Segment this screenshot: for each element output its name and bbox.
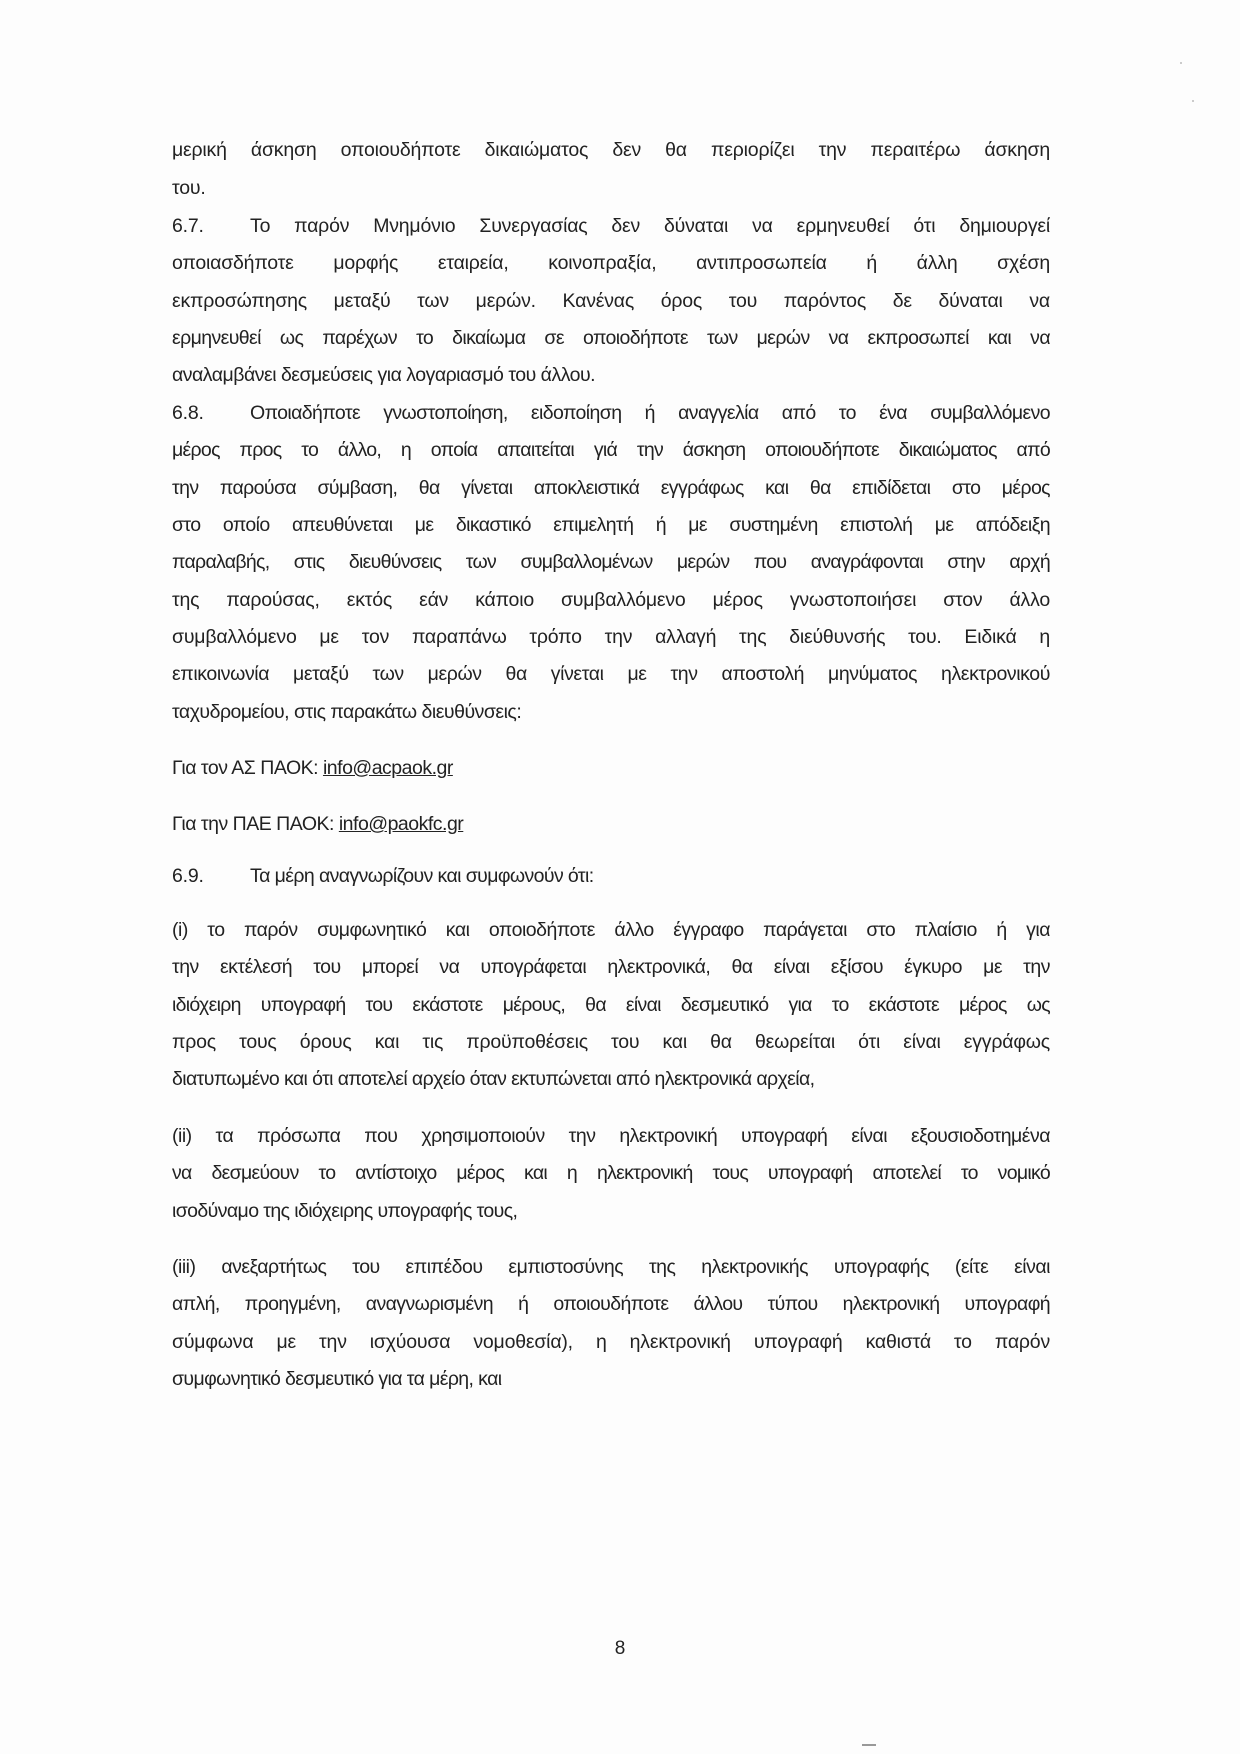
text-line: ταχυδρομείου, στις παρακάτω διευθύνσεις:: [172, 701, 522, 723]
text-line: (iii) ανεξαρτήτως του επιπέδου εμπιστοσύνης της ηλεκτρονικής υπογραφής (είτε είναι: [172, 1256, 1050, 1278]
text-line: απλή, προηγμένη, αναγνωρισμένη ή οποιουδήποτε άλλου τύπου ηλεκτρονική υπογραφή: [172, 1293, 1050, 1315]
text-line: συμφωνητικό δεσμευτικό για τα μέρη, και: [172, 1368, 502, 1390]
text-line: της παρούσας, εκτός εάν κάποιο συμβαλλόμενο μέρος γνωστοποιήσει στον άλλο: [172, 589, 1050, 611]
text-line: στο οποίο απευθύνεται με δικαστικό επιμελητή ή με συστημένη επιστολή με απόδειξη: [172, 514, 1050, 536]
contact-line-ac-paok: [172, 756, 1050, 780]
text-line: Το παρόν Μνημόνιο Συνεργασίας δεν δύναται να ερμηνευθεί ότι δημιουργεί: [250, 215, 1050, 237]
text-line: ερμηνευθεί ως παρέχων το δικαίωμα σε οποιοδήποτε των μερών να εκπροσωπεί και να: [172, 327, 1050, 349]
text-line: αναλαμβάνει δεσμεύσεις για λογαριασμό του άλλου.: [172, 364, 596, 386]
clause-6-7-first-line: [172, 214, 1050, 238]
text-line: παραλαβής, στις διευθύνσεις των συμβαλλομένων μερών που αναγράφονται στην αρχή: [172, 551, 1050, 573]
clause-heading: Τα μέρη αναγνωρίζουν και συμφωνούν ότι:: [250, 865, 594, 887]
scan-artifact: [862, 1744, 876, 1746]
scan-artifact: [1192, 100, 1194, 102]
scan-artifact: [1180, 62, 1182, 64]
text-line: (i) το παρόν συμφωνητικό και οποιοδήποτε άλλο έγγραφο παράγεται στο πλαίσιο ή για: [172, 919, 1050, 941]
text-line: μερική άσκηση οποιουδήποτε δικαιώματος δεν θα περιορίζει την περαιτέρω άσκηση: [172, 139, 1050, 161]
text-line: ισοδύναμο της ιδιόχειρης υπογραφής τους,: [172, 1200, 518, 1222]
text-line: διατυπωμένο και ότι αποτελεί αρχείο όταν εκτυπώνεται από ηλεκτρονικά αρχεία,: [172, 1068, 815, 1090]
email-link[interactable]: info@acpaok.gr: [322, 757, 453, 779]
text-line: Οποιαδήποτε γνωστοποίηση, ειδοποίηση ή αναγγελία από το ένα συμβαλλόμενο: [250, 402, 1050, 424]
text-line: εκπροσώπησης μεταξύ των μερών. Κανένας όρος του παρόντος δε δύναται να: [172, 290, 1050, 312]
text-line: την παρούσα σύμβαση, θα γίνεται αποκλειστικά εγγράφως και θα επιδίδεται στο μέρος: [172, 477, 1050, 499]
contact-label: Για την ΠΑΕ ΠΑΟΚ:: [172, 813, 339, 835]
text-line: συμβαλλόμενο με τον παραπάνω τρόπο την αλλαγή της διεύθυνσής του. Ειδικά η: [172, 626, 1050, 648]
text-line: την εκτέλεσή του μπορεί να υπογράφεται ηλεκτρονικά, θα είναι εξίσου έγκυρο με την: [172, 956, 1050, 978]
clause-number: 6.7.: [172, 215, 204, 237]
text-line: να δεσμεύουν το αντίστοιχο μέρος και η ηλεκτρονική τους υπογραφή αποτελεί το νομικό: [172, 1162, 1050, 1184]
clause-number: 6.8.: [172, 402, 204, 424]
page-number: 8: [614, 1638, 626, 1659]
text-line: προς τους όρους και τις προϋποθέσεις του και θα θεωρείται ότι είναι εγγράφως: [172, 1031, 1050, 1053]
email-link[interactable]: info@paokfc.gr: [338, 813, 464, 835]
text-line: ιδιόχειρη υπογραφή του εκάστοτε μέρους, θα είναι δεσμευτικό για το εκάστοτε μέρος ως: [172, 994, 1050, 1016]
clause-number: 6.9.: [172, 865, 204, 887]
contact-label: Για τον ΑΣ ΠΑΟΚ:: [172, 757, 323, 779]
text-line: του.: [172, 177, 206, 199]
text-line: (ii) τα πρόσωπα που χρησιμοποιούν την ηλεκτρονική υπογραφή είναι εξουσιοδοτημένα: [172, 1125, 1050, 1147]
clause-6-8-first-line: [172, 401, 1050, 425]
text-line: σύμφωνα με την ισχύουσα νομοθεσία), η ηλεκτρονική υπογραφή καθιστά το παρόν: [172, 1331, 1050, 1353]
text-line: επικοινωνία μεταξύ των μερών θα γίνεται με την αποστολή μηνύματος ηλεκτρονικού: [172, 663, 1050, 685]
contact-line-pae-paok: [172, 812, 1050, 836]
text-line: οποιασδήποτε μορφής εταιρεία, κοινοπραξία, αντιπροσωπεία ή άλλη σχέση: [172, 252, 1050, 274]
clause-6-9-heading: [172, 864, 1050, 888]
text-line: μέρος προς το άλλο, η οποία απαιτείται γιά την άσκηση οποιουδήποτε δικαιώματος από: [172, 439, 1050, 461]
